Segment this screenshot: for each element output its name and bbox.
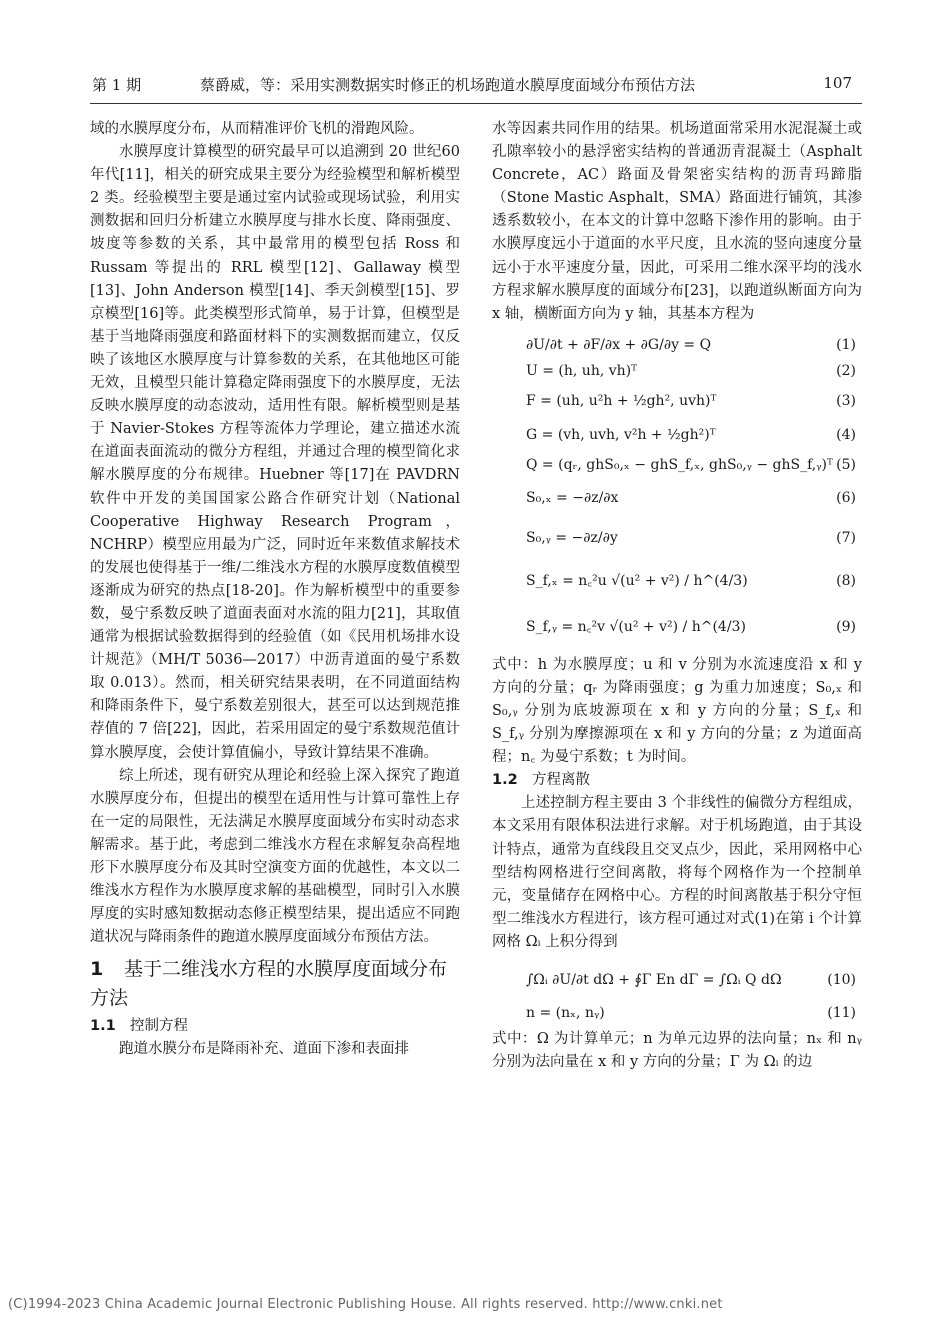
paragraph: 域的水膜厚度分布，从而精准评价飞机的滑跑风险。 — [90, 121, 424, 137]
header-rule — [90, 103, 862, 104]
subsection-number: 1.2 — [492, 772, 518, 789]
section-number: 1 — [90, 958, 104, 981]
page-number: 107 — [823, 74, 852, 92]
equation: U = (h, uh, vh)ᵀ (2) — [526, 362, 856, 379]
equation: Q = (qᵣ, ghS₀,ₓ − ghS_f,ₓ, ghS₀,ᵧ − ghS_f,ᵧ)ᵀ (5) — [526, 456, 856, 473]
subsection-number: 1.1 — [90, 1018, 116, 1035]
paragraph: 式中：h 为水膜厚度；u 和 v 分别为水流速度沿 x 和 y 方向的分量；qᵣ 为降雨强度；g 为重力加速度；S₀,ₓ 和 S₀,ᵧ 分别为底坡源项在 x 和 y 方向的分量；S_f,ₓ 和 S_f,ᵧ 分别为摩擦源项在 x 和 y 方向的分量；z 为道面高程；n꜀ 为曼宁系数；t 为时间。 — [492, 656, 862, 766]
equation: F = (uh, u²h + ½gh², uvh)ᵀ (3) — [526, 392, 856, 409]
equation: n = (nₓ, nᵧ) (11) — [526, 1004, 856, 1021]
subsection-heading — [492, 769, 862, 792]
equation: S₀,ᵧ = −∂z/∂y (7) — [526, 529, 856, 546]
paragraph: 水等因素共同作用的结果。机场道面常采用水泥混凝土或孔隙率较小的悬浮密实结构的普通沥青混凝土（Asphalt Concrete，AC）路面及骨架密实结构的沥青玛蹄脂（Stone Mastic Asphalt，SMA）路面进行铺筑，其渗透系数较小，在本文的计算中忽略下渗作用的影响。由于水膜厚度远小于道面的水平尺度，且水流的竖向速度分量远小于水平速度分量，因此，可采用二维水深平均的浅水方程求解水膜厚度的面域分布[23]，以跑道纵断面方向为 x 轴，横断面方向为 y 轴，其基本方程为 — [492, 121, 862, 322]
subsection-title: 方程离散 — [532, 772, 590, 789]
equation-block — [492, 332, 862, 650]
right-column — [492, 118, 862, 1074]
issue-number: 第 1 期 — [92, 76, 142, 94]
equation: ∫Ωᵢ ∂U/∂t dΩ + ∮Γ En dΓ = ∫Ωᵢ Q dΩ (10) — [526, 971, 856, 988]
section-title: 基于二维浅水方程的水膜厚度面域分布方法 — [90, 958, 448, 1010]
equation-block — [492, 960, 862, 1026]
paragraph: 水膜厚度计算模型的研究最早可以追溯到 20 世纪60 年代[11]，相关的研究成果主要分为经验模型和解析模型 2 类。经验模型主要是通过室内试验或现场试验，利用实测数据和回归分析建立水膜厚度与排水长度、降雨强度、坡度等参数的关系，其中最常用的模型包括 Ross 和 Russam 等提出的 RRL 模型[12]、Gallaway 模型[13]、John Anderson 模型[14]、季天剑模型[15]、罗京模型[16]等。此类模型形式简单，易于计算，但模型是基于当地降雨强度和路面材料下的实测数据而建立，仅反映了该地区水膜厚度与计算参数的关系，在其他地区可能无效，且模型只能计算稳定降雨强度下的水膜厚度，无法反映水膜厚度的动态波动，适用性有限。解析模型则是基于 Navier-Stokes 方程等流体力学理论，建立描述水流在道面表面流动的微分方程组，并通过合理的模型简化求解水膜厚度的分布规律。Huebner 等[17]在 PAVDRN 软件中开发的美国国家公路合作研究计划（National Cooperative Highway Research Program，NCHRP）模型应用最为广泛，同时近年来数值求解技术的发展也使得基于一维/二维浅水方程的水膜厚度数值模型逐渐成为研究的热点[18-20]。作为解析模型中的重要参数，曼宁系数反映了道面表面对水流的阻力[21]，其取值通常为根据试验数据得到的经验值（如《民用机场排水设计规范》（MH/T 5036—2017）中沥青道面的曼宁系数取 0.013）。然而，相关研究结果表明，在不同道面结构和降雨条件下，曼宁系数差别很大，甚至可以达到规范推荐值的 7 倍[22]，因此，若采用固定的曼宁系数规范值计算水膜厚度，会使计算值偏小，导致计算结果不准确。 — [90, 144, 460, 761]
running-title: 蔡爵威，等：采用实测数据实时修正的机场跑道水膜厚度面域分布预估方法 — [200, 76, 696, 94]
paragraph: 式中：Ω 为计算单元；n 为单元边界的法向量；nₓ 和 nᵧ 分别为法向量在 x 和 y 方向的分量；Γ 为 Ωᵢ 的边 — [492, 1030, 862, 1071]
equation: ∂U/∂t + ∂F/∂x + ∂G/∂y = Q (1) — [526, 336, 856, 353]
copyright-footer: (C)1994-2023 China Academic Journal Electronic Publishing House. All rights reserved. http://www.cnki.net — [8, 1297, 723, 1312]
running-header — [92, 74, 852, 104]
equation: S_f,ₓ = n꜀²u √(u² + v²) / h^(4/3) (8) — [526, 572, 856, 589]
equation: S₀,ₓ = −∂z/∂x (6) — [526, 489, 856, 506]
paragraph: 上述控制方程主要由 3 个非线性的偏微分方程组成，本文采用有限体积法进行求解。对于机场跑道，由于其设计特点，通常为直线段且交叉点少，因此，采用网格中心型结构网格进行空间离散，将每个网格作为一个控制单元，变量储存在网格中心。方程的时间离散基于积分守恒型二维浅水方程进行，该方程可通过对式(1)在第 i 个计算网格 Ωᵢ 上积分得到 — [492, 795, 862, 950]
paragraph: 跑道水膜分布是降雨补充、道面下渗和表面排 — [119, 1041, 409, 1058]
section-heading — [90, 955, 460, 1013]
subsection-heading — [90, 1015, 460, 1038]
left-column — [90, 118, 460, 1061]
subsection-title: 控制方程 — [130, 1018, 188, 1035]
equation: S_f,ᵧ = n꜀²v √(u² + v²) / h^(4/3) (9) — [526, 618, 856, 635]
equation: G = (vh, uvh, v²h + ½gh²)ᵀ (4) — [526, 426, 856, 443]
paragraph: 综上所述，现有研究从理论和经验上深入探究了跑道水膜厚度分布，但提出的模型在适用性与计算可靠性上存在一定的局限性，无法满足水膜厚度面域分布实时动态求解需求。基于此，考虑到二维浅水方程在求解复杂高程地形下水膜厚度分布及其时空演变方面的优越性，本文以二维浅水方程作为水膜厚度求解的基础模型，同时引入水膜厚度的实时感知数据动态修正模型结果，提出适应不同跑道状况与降雨条件的跑道水膜厚度面域分布预估方法。 — [90, 767, 460, 946]
